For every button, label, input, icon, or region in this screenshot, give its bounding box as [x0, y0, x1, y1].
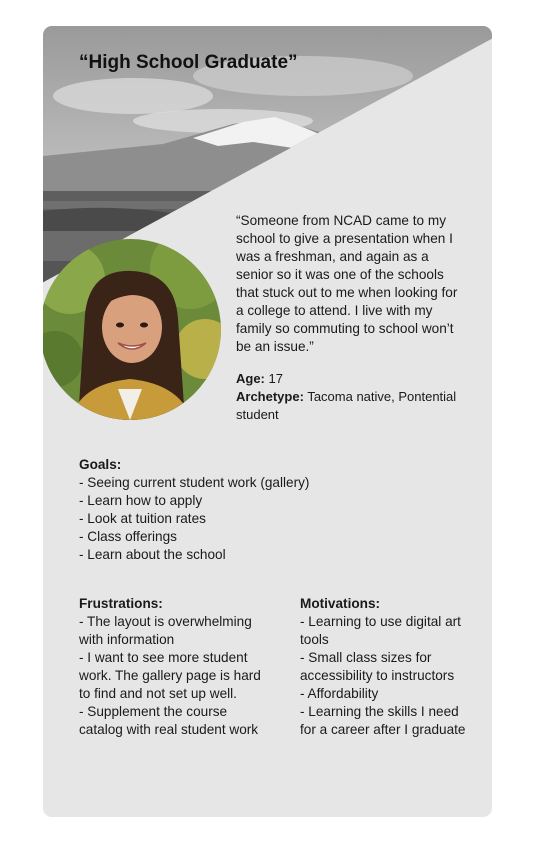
motivations-section — [300, 595, 470, 739]
list-item: - Learning the skills I need for a career after I graduate — [300, 704, 466, 737]
list-item: - Learn about the school — [79, 547, 226, 562]
list-item: - I want to see more student work. The gallery page is hard to find and not set up well. — [79, 650, 261, 701]
goals-list — [79, 474, 379, 564]
motivations-heading: Motivations: — [300, 596, 381, 611]
archetype-row — [236, 388, 476, 424]
motivations-list — [300, 613, 470, 739]
list-item: - Supplement the course catalog with real student work — [79, 704, 259, 737]
persona-quote: “Someone from NCAD came to my school to give a presentation when I was a freshman, and again as a senior so it was one of the schools that stuck out to me when looking for a college to attend. I live with my family so commuting to school won’t be an issue.” — [236, 213, 458, 354]
frustrations-list — [79, 613, 269, 739]
list-item: - The layout is overwhelming with information — [79, 614, 252, 647]
list-item: - Small class sizes for accessibility to instructors — [300, 650, 455, 683]
goals-section — [79, 456, 379, 564]
archetype-label: Archetype: — [236, 389, 304, 404]
goals-heading: Goals: — [79, 457, 122, 472]
age-value: 17 — [268, 371, 283, 386]
list-item: - Learn how to apply — [79, 493, 203, 508]
list-item: - Look at tuition rates — [79, 511, 206, 526]
list-item: - Affordability — [300, 686, 379, 701]
frustrations-section — [79, 595, 269, 739]
list-item: - Learning to use digital art tools — [300, 614, 461, 647]
persona-meta — [236, 370, 476, 424]
list-item: - Class offerings — [79, 529, 177, 544]
persona-card — [43, 26, 492, 817]
persona-avatar — [43, 239, 221, 420]
frustrations-heading: Frustrations: — [79, 596, 163, 611]
archetype-value: Tacoma native, Pontential student — [236, 389, 457, 422]
list-item: - Seeing current student work (gallery) — [79, 475, 310, 490]
persona-title: “High School Graduate” — [79, 52, 298, 73]
age-label: Age: — [236, 371, 265, 386]
age-row — [236, 370, 476, 388]
